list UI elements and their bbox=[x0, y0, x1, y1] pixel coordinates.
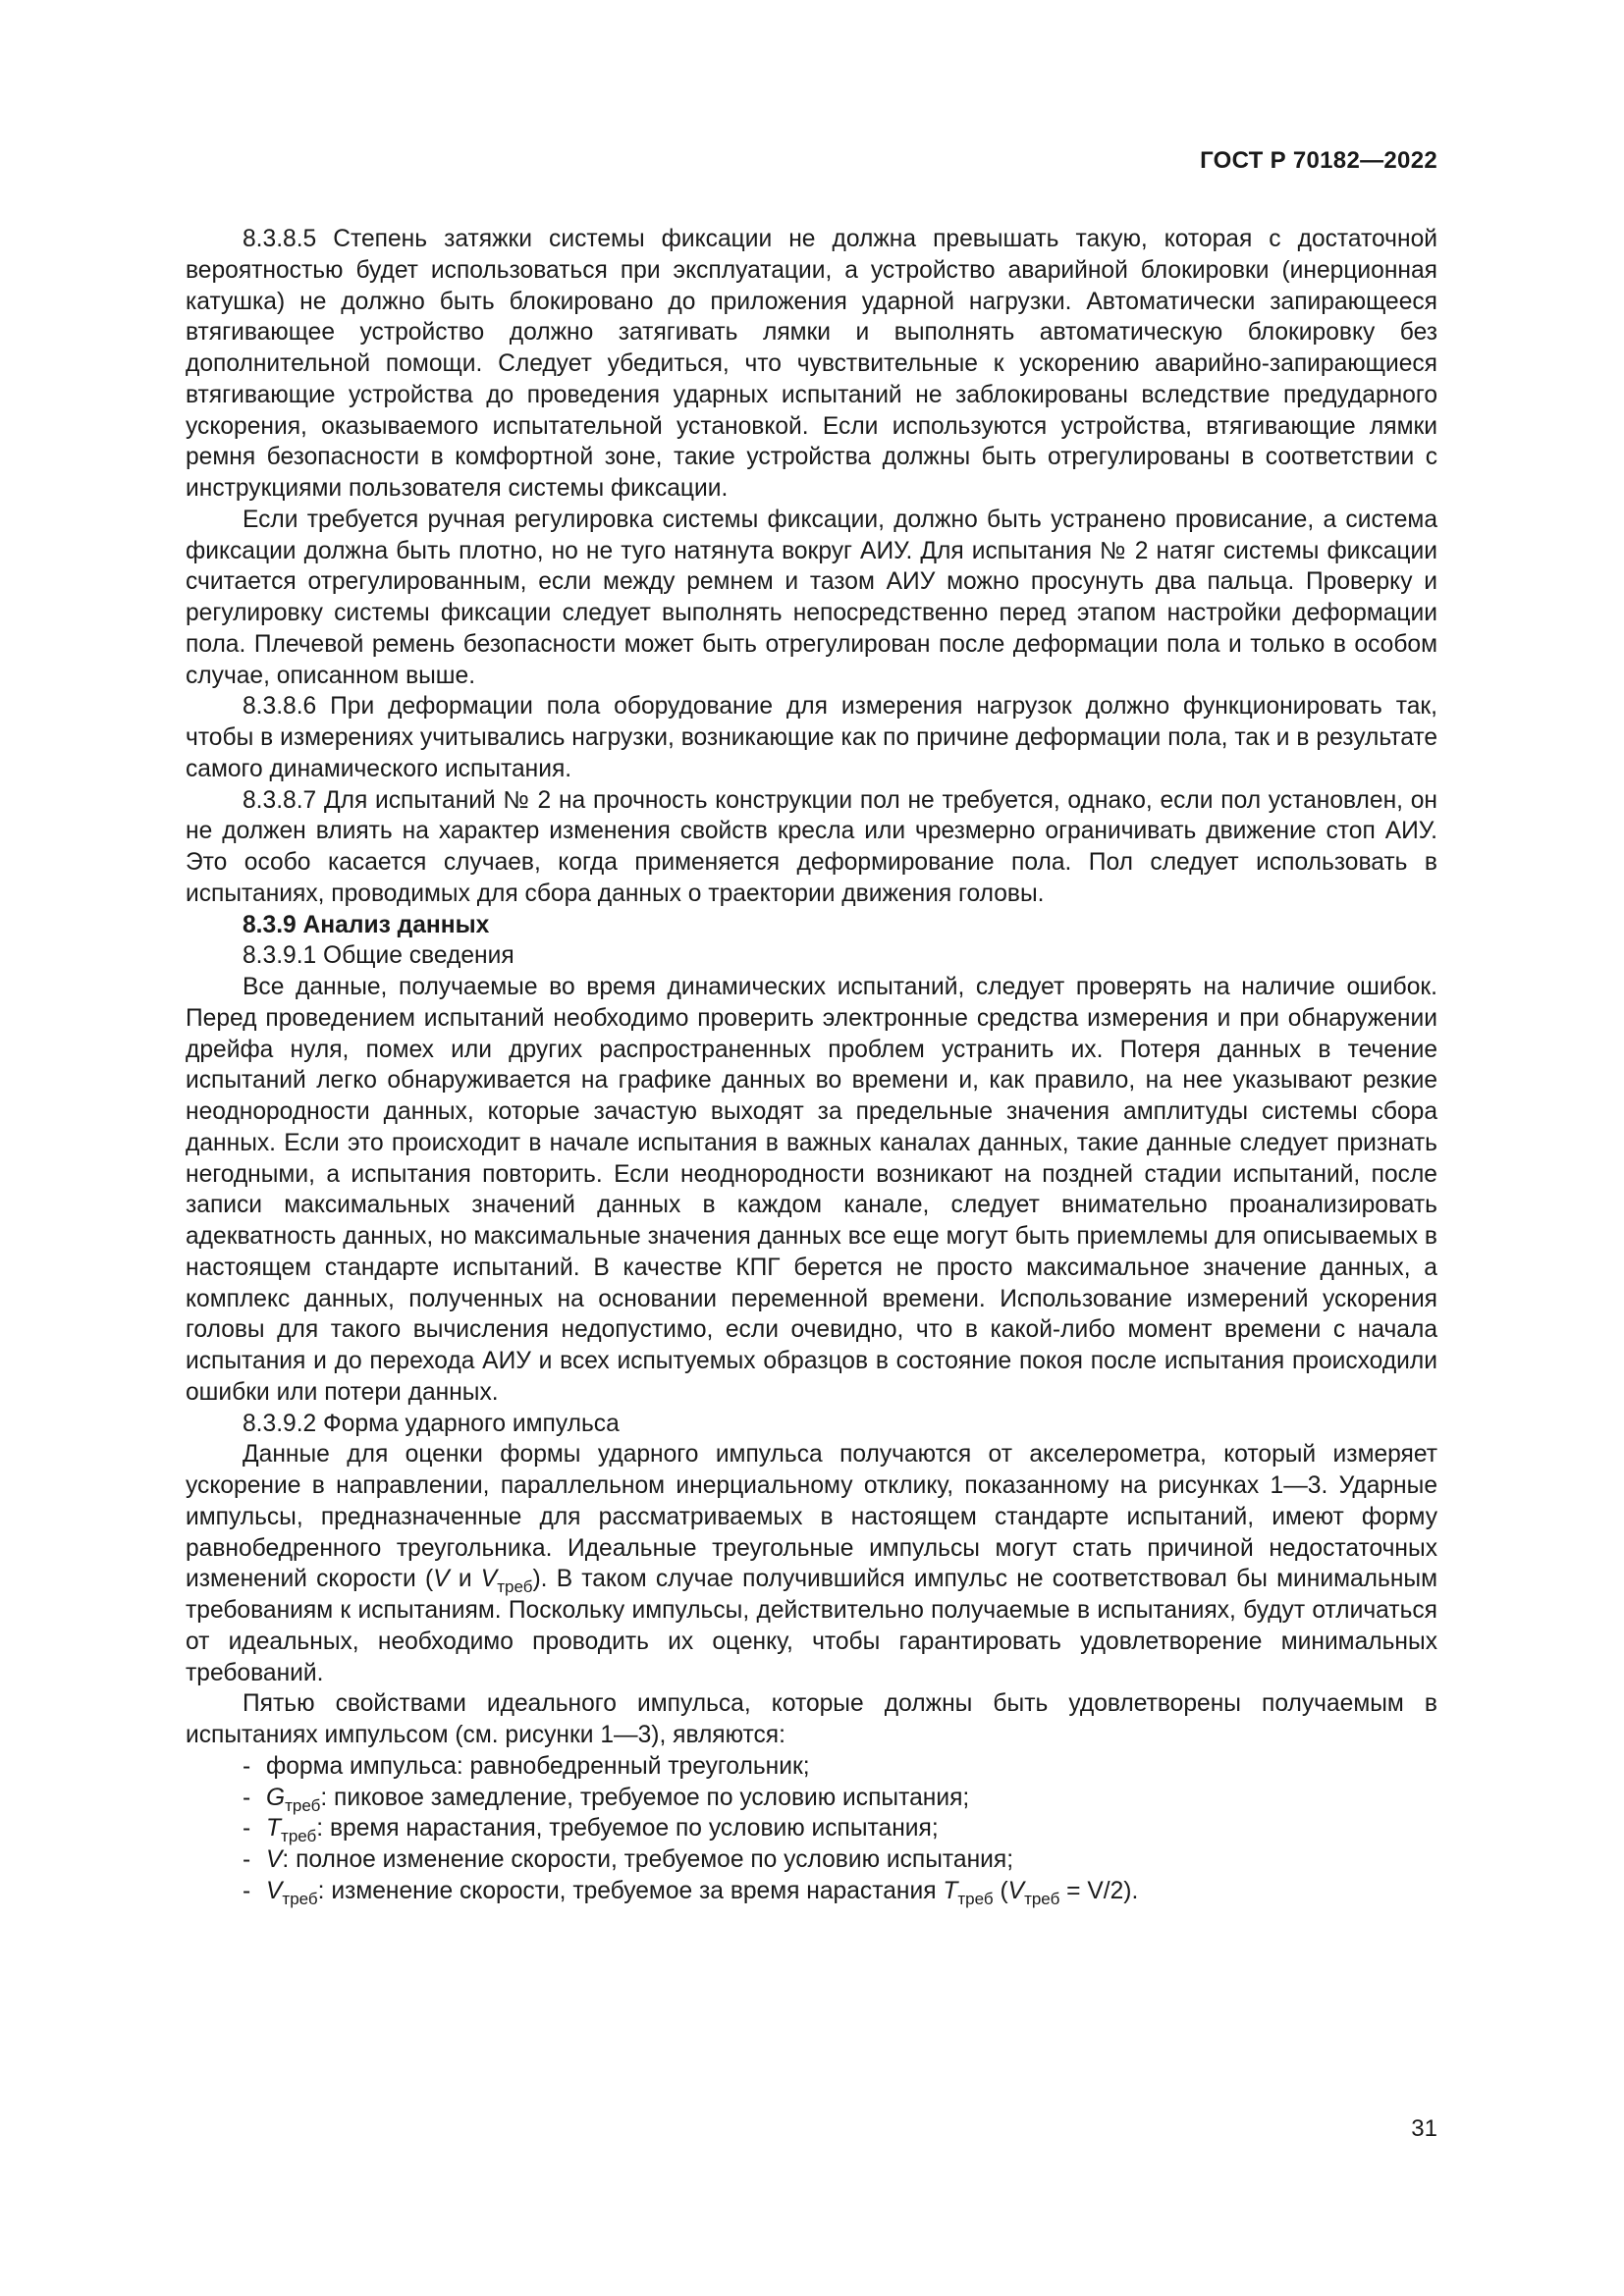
paragraph-pulse-shape: Данные для оценки формы ударного импульса получаются от акселерометра, который измеряет ускорение в направлении, параллельном инерциальному отклику, показанному на рисунках 1—3. Ударные импульсы, предназначенные для рассматриваемых в настоящем стандарте испытаний, имеют форму равнобедренного треугольника. Идеальные треугольные импульсы могут стать причиной недостаточных изменений скорости (V и $V_{треб}$). В таком случае получившийся импульс не соответствовал бы минимальным требованиям к испытаниям. Поскольку импульсы, действительно получаемые в испытаниях, будут отличаться от идеальных, необходимо проводить их оценку, чтобы гарантировать удовлетворение минимальных требований. bbox=[186, 1441, 1437, 1686]
list-item: - V: полное изменение скорости, требуемое по условию испытания; bbox=[243, 1846, 1014, 1873]
list-item: - $G_{треб}$: пиковое замедление, требуемое по условию испытания; bbox=[243, 1784, 970, 1815]
list-item: - $T_{треб}$: время нарастания, требуемое по условию испытания; bbox=[243, 1815, 939, 1846]
list-item: - форма импульса: равнобедренный треугольник; bbox=[243, 1752, 810, 1780]
section-heading-8-3-9: 8.3.9 Анализ данных bbox=[243, 911, 490, 938]
pulse-properties-list bbox=[186, 1751, 1437, 1907]
paragraph-ideal-pulse-properties: Пятью свойствами идеального импульса, которые должны быть удовлетворены получаемым в испытаниях импульсом (см. рисунки 1—3), являются: bbox=[186, 1690, 1437, 1748]
paragraph-manual-adjustment: Если требуется ручная регулировка системы фиксации, должно быть устранено провисание, а система фиксации должна быть плотно, но не туго натянута вокруг АИУ. Для испытания № 2 натяг системы фиксации считается отрегулированным, если между ремнем и тазом АИУ можно просунуть два пальца. Проверку и регулировку системы фиксации следует выполнять непосредственно перед этапом настройки деформации пола. Плечевой ремень безопасности может быть отрегулирован после деформации пола и только в особом случае, описанном выше. bbox=[186, 506, 1437, 689]
list-item: - $V_{треб}$: изменение скорости, требуемое за время нарастания $T_{треб}$ $(V_{треб} = V/2)$. bbox=[243, 1877, 1139, 1908]
paragraph-general-data: Все данные, получаемые во время динамических испытаний, следует проверять на наличие ошибок. Перед проведением испытаний необходимо проверить электронные средства измерения и при обнаружении дрейфа нуля, помех или других распространенных проблем устранить их. Потеря данных в течение испытаний легко обнаруживается на графике данных во времени и, как правило, на нее указывают резкие неоднородности данных, которые зачастую выходят за предельные значения амплитуды системы сбора данных. Если это происходит в начале испытания в важных каналах данных, такие данные следует признать негодными, а испытания повторить. Если неоднородности возникают на поздней стадии испытаний, после записи максимальных значений данных в каждом канале, следует внимательно проанализировать адекватность данных, но максимальные значения данных все еще могут быть приемлемы для описываемых в настоящем стандарте испытаний. В качестве КПГ берется не просто максимальное значение данных, а комплекс данных, полученных на основании переменной времени. Использование измерений ускорения головы для такого вычисления недопустимо, если очевидно, что в какой-либо момент времени с начала испытания и до перехода АИУ и всех испытуемых образцов в состояние покоя после испытания происходили ошибки или потери данных. bbox=[186, 974, 1437, 1406]
paragraph-8-3-8-7: 8.3.8.7 Для испытаний № 2 на прочность конструкции пол не требуется, однако, если пол установлен, он не должен влиять на характер изменения свойств кресла или чрезмерно ограничивать движение стоп АИУ. Это особо касается случаев, когда применяется деформирование пола. Пол следует использовать в испытаниях, проводимых для сбора данных о траектории движения головы. bbox=[186, 786, 1437, 907]
document-header: ГОСТ Р 70182—2022 bbox=[1200, 147, 1437, 174]
subsection-heading-8-3-9-1: 8.3.9.1 Общие сведения bbox=[243, 942, 514, 970]
paragraph-8-3-8-6: 8.3.8.6 При деформации пола оборудование для измерения нагрузок должно функционировать так, чтобы в измерениях учитывались нагрузки, возникающие как по причине деформации пола, так и в результате самого динамического испытания. bbox=[186, 693, 1437, 782]
paragraph-8-3-8-5: 8.3.8.5 Степень затяжки системы фиксации не должна превышать такую, которая с достаточной вероятностью будет использоваться при эксплуатации, а устройство аварийной блокировки (инерционная катушка) не должно быть блокировано до приложения ударной нагрузки. Автоматически запирающееся втягивающее устройство должно затягивать лямки и выполнять автоматическую блокировку без дополнительной помощи. Следует убедиться, что чувствительные к ускорению аварийно-запирающиеся втягивающие устройства до проведения ударных испытаний не заблокированы вследствие предударного ускорения, оказываемого испытательной установкой. Если используются устройства, втягивающие лямки ремня безопасности в комфортной зоне, такие устройства должны быть отрегулированы в соответствии с инструкциями пользователя системы фиксации. bbox=[186, 226, 1437, 502]
subsection-heading-8-3-9-2: 8.3.9.2 Форма ударного импульса bbox=[243, 1410, 620, 1437]
page-number: 31 bbox=[1411, 2115, 1437, 2142]
document-body bbox=[186, 224, 1437, 1907]
